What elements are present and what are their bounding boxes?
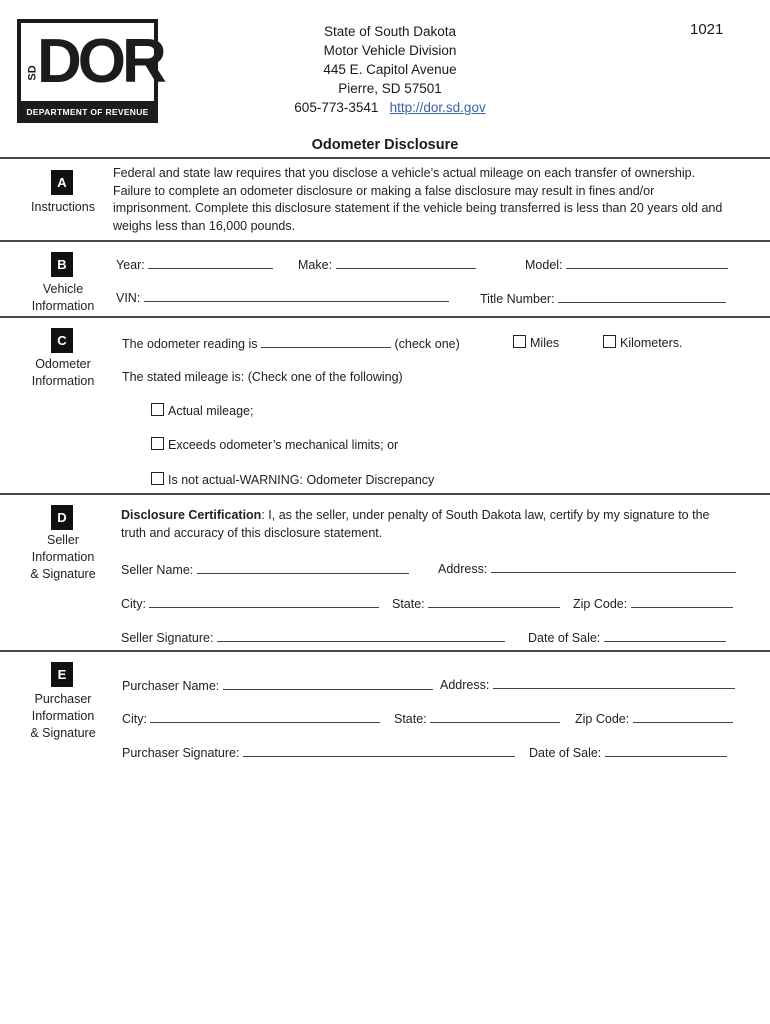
exceeds-limits-option[interactable] — [151, 437, 398, 452]
seller-name-label: Seller Name: — [121, 563, 194, 577]
kilometers-checkbox[interactable] — [603, 335, 616, 348]
website-link[interactable]: http://dor.sd.gov — [389, 100, 486, 115]
purchaser-signature-input[interactable] — [243, 744, 515, 757]
purchaser-name-field — [122, 677, 433, 693]
purchaser-name-label: Purchaser Name: — [122, 679, 220, 693]
certification-text: : I, as the seller, under penalty of South Dakota law, certify by my signature to the truth and accuracy of this disclosure statement. — [121, 508, 710, 540]
section-a-label: Instructions — [31, 200, 95, 214]
section-divider — [0, 157, 770, 159]
check-one-label: (check one) — [394, 337, 460, 351]
miles-option[interactable] — [513, 335, 559, 350]
exceeds-limits-label: Exceeds odometer’s mechanical limits; or — [168, 438, 399, 452]
address-line-2: Motor Vehicle Division — [323, 43, 457, 58]
odometer-reading-label: The odometer reading is — [122, 337, 258, 351]
seller-address-label: Address: — [438, 562, 488, 576]
year-field — [116, 256, 273, 272]
vin-field — [116, 289, 449, 305]
purchaser-city-field — [122, 710, 380, 726]
seller-zip-field — [573, 595, 733, 611]
actual-mileage-option[interactable] — [151, 403, 253, 418]
title-number-input[interactable] — [558, 290, 726, 303]
seller-state-field — [392, 595, 560, 611]
seller-name-field — [121, 561, 409, 577]
address-line-3: 445 E. Capitol Avenue — [323, 62, 457, 77]
purchaser-city-input[interactable] — [150, 710, 380, 723]
seller-zip-label: Zip Code: — [573, 597, 628, 611]
section-b-label-line-1: Vehicle — [42, 282, 84, 296]
make-input[interactable] — [336, 256, 476, 269]
disclosure-certification — [121, 507, 731, 542]
section-c-label-line-1: Odometer — [35, 357, 91, 371]
logo-dor-text: DOR — [37, 27, 163, 96]
purchaser-address-input[interactable] — [493, 676, 735, 689]
certification-heading: Disclosure Certification — [121, 508, 262, 522]
purchaser-address-label: Address: — [440, 678, 490, 692]
make-label: Make: — [298, 258, 333, 272]
purchaser-address-field — [440, 676, 735, 692]
section-d-label-line-3: & Signature — [30, 567, 96, 581]
not-actual-label: Is not actual-WARNING: Odometer Discrepancy — [168, 473, 435, 487]
section-c-label — [20, 356, 106, 390]
section-c-badge: C — [51, 328, 73, 353]
vin-label: VIN: — [116, 291, 141, 305]
title-number-label: Title Number: — [480, 292, 555, 306]
section-d-badge: D — [51, 505, 73, 530]
year-input[interactable] — [148, 256, 273, 269]
logo-department-text: DEPARTMENT OF REVENUE — [26, 107, 149, 117]
model-label: Model: — [525, 258, 563, 272]
exceeds-limits-checkbox[interactable] — [151, 437, 164, 450]
page-title: Odometer Disclosure — [311, 137, 459, 153]
section-a-badge: A — [51, 170, 73, 195]
model-field — [525, 256, 728, 272]
section-c-label-line-2: Information — [31, 374, 95, 388]
seller-city-label: City: — [121, 597, 146, 611]
purchaser-state-field — [394, 710, 560, 726]
section-divider — [0, 316, 770, 318]
odometer-reading-field — [122, 335, 460, 351]
address-line-1: State of South Dakota — [323, 24, 457, 39]
seller-signature-field — [121, 629, 505, 645]
section-e-badge: E — [51, 662, 73, 687]
purchaser-date-field — [529, 744, 727, 760]
seller-city-input[interactable] — [149, 595, 379, 608]
seller-date-label: Date of Sale: — [528, 631, 601, 645]
kilometers-label: Kilometers. — [620, 336, 683, 350]
purchaser-name-input[interactable] — [223, 677, 433, 690]
section-b-label-line-2: Information — [31, 299, 95, 313]
seller-signature-input[interactable] — [217, 629, 505, 642]
miles-label: Miles — [530, 336, 560, 350]
seller-address-input[interactable] — [491, 560, 736, 573]
not-actual-checkbox[interactable] — [151, 472, 164, 485]
kilometers-option[interactable] — [603, 335, 683, 350]
year-label: Year: — [116, 258, 145, 272]
seller-city-field — [121, 595, 379, 611]
section-d-label-line-1: Seller — [47, 533, 79, 547]
purchaser-date-label: Date of Sale: — [529, 746, 602, 760]
section-d-label — [18, 532, 108, 583]
section-divider — [0, 240, 770, 242]
contact-line — [280, 98, 500, 117]
purchaser-state-input[interactable] — [430, 710, 560, 723]
purchaser-zip-input[interactable] — [633, 710, 733, 723]
title-number-field — [480, 290, 726, 306]
section-divider — [0, 650, 770, 652]
dor-logo — [17, 19, 163, 123]
section-b-badge: B — [51, 252, 73, 277]
vin-input[interactable] — [144, 289, 449, 302]
model-input[interactable] — [566, 256, 728, 269]
seller-state-label: State: — [392, 597, 425, 611]
seller-date-input[interactable] — [604, 629, 726, 642]
seller-name-input[interactable] — [197, 561, 409, 574]
section-e-label-line-2: Information — [31, 709, 95, 723]
miles-checkbox[interactable] — [513, 335, 526, 348]
address-line-4: Pierre, SD 57501 — [338, 81, 442, 96]
section-e-label-line-1: Purchaser — [34, 692, 92, 706]
section-e-label-line-3: & Signature — [30, 726, 96, 740]
purchaser-date-input[interactable] — [605, 744, 727, 757]
phone-number: 605-773-3541 — [294, 100, 379, 115]
purchaser-zip-label: Zip Code: — [575, 712, 630, 726]
logo-sd-text: SD — [26, 65, 39, 81]
seller-zip-input[interactable] — [631, 595, 733, 608]
actual-mileage-checkbox[interactable] — [151, 403, 164, 416]
purchaser-state-label: State: — [394, 712, 427, 726]
purchaser-signature-field — [122, 744, 515, 760]
seller-state-input[interactable] — [428, 595, 560, 608]
purchaser-signature-label: Purchaser Signature: — [122, 746, 240, 760]
make-field — [298, 256, 476, 272]
actual-mileage-label: Actual mileage; — [168, 404, 254, 418]
section-divider — [0, 493, 770, 495]
section-e-label — [18, 691, 108, 742]
seller-date-field — [528, 629, 726, 645]
stated-mileage-text: The stated mileage is: (Check one of the following) — [122, 370, 403, 384]
odometer-reading-input[interactable] — [261, 335, 391, 348]
section-d-label-line-2: Information — [31, 550, 95, 564]
form-number: 1021 — [690, 21, 724, 38]
not-actual-option[interactable] — [151, 472, 434, 487]
instructions-text: Federal and state law requires that you disclose a vehicle’s actual mileage on each transfer of ownership. Failure to complete an odometer disclosure or making a false disclosure may result in fines and/or imprisonment. Complete this disclosure statement if the vehicle being transferred is less than 20 years old and weighs less than 16,000 pounds. — [113, 166, 723, 233]
purchaser-city-label: City: — [122, 712, 147, 726]
section-b-label — [20, 281, 106, 315]
purchaser-zip-field — [575, 710, 733, 726]
seller-signature-label: Seller Signature: — [121, 631, 214, 645]
agency-address — [280, 22, 500, 117]
seller-address-field — [438, 560, 736, 576]
